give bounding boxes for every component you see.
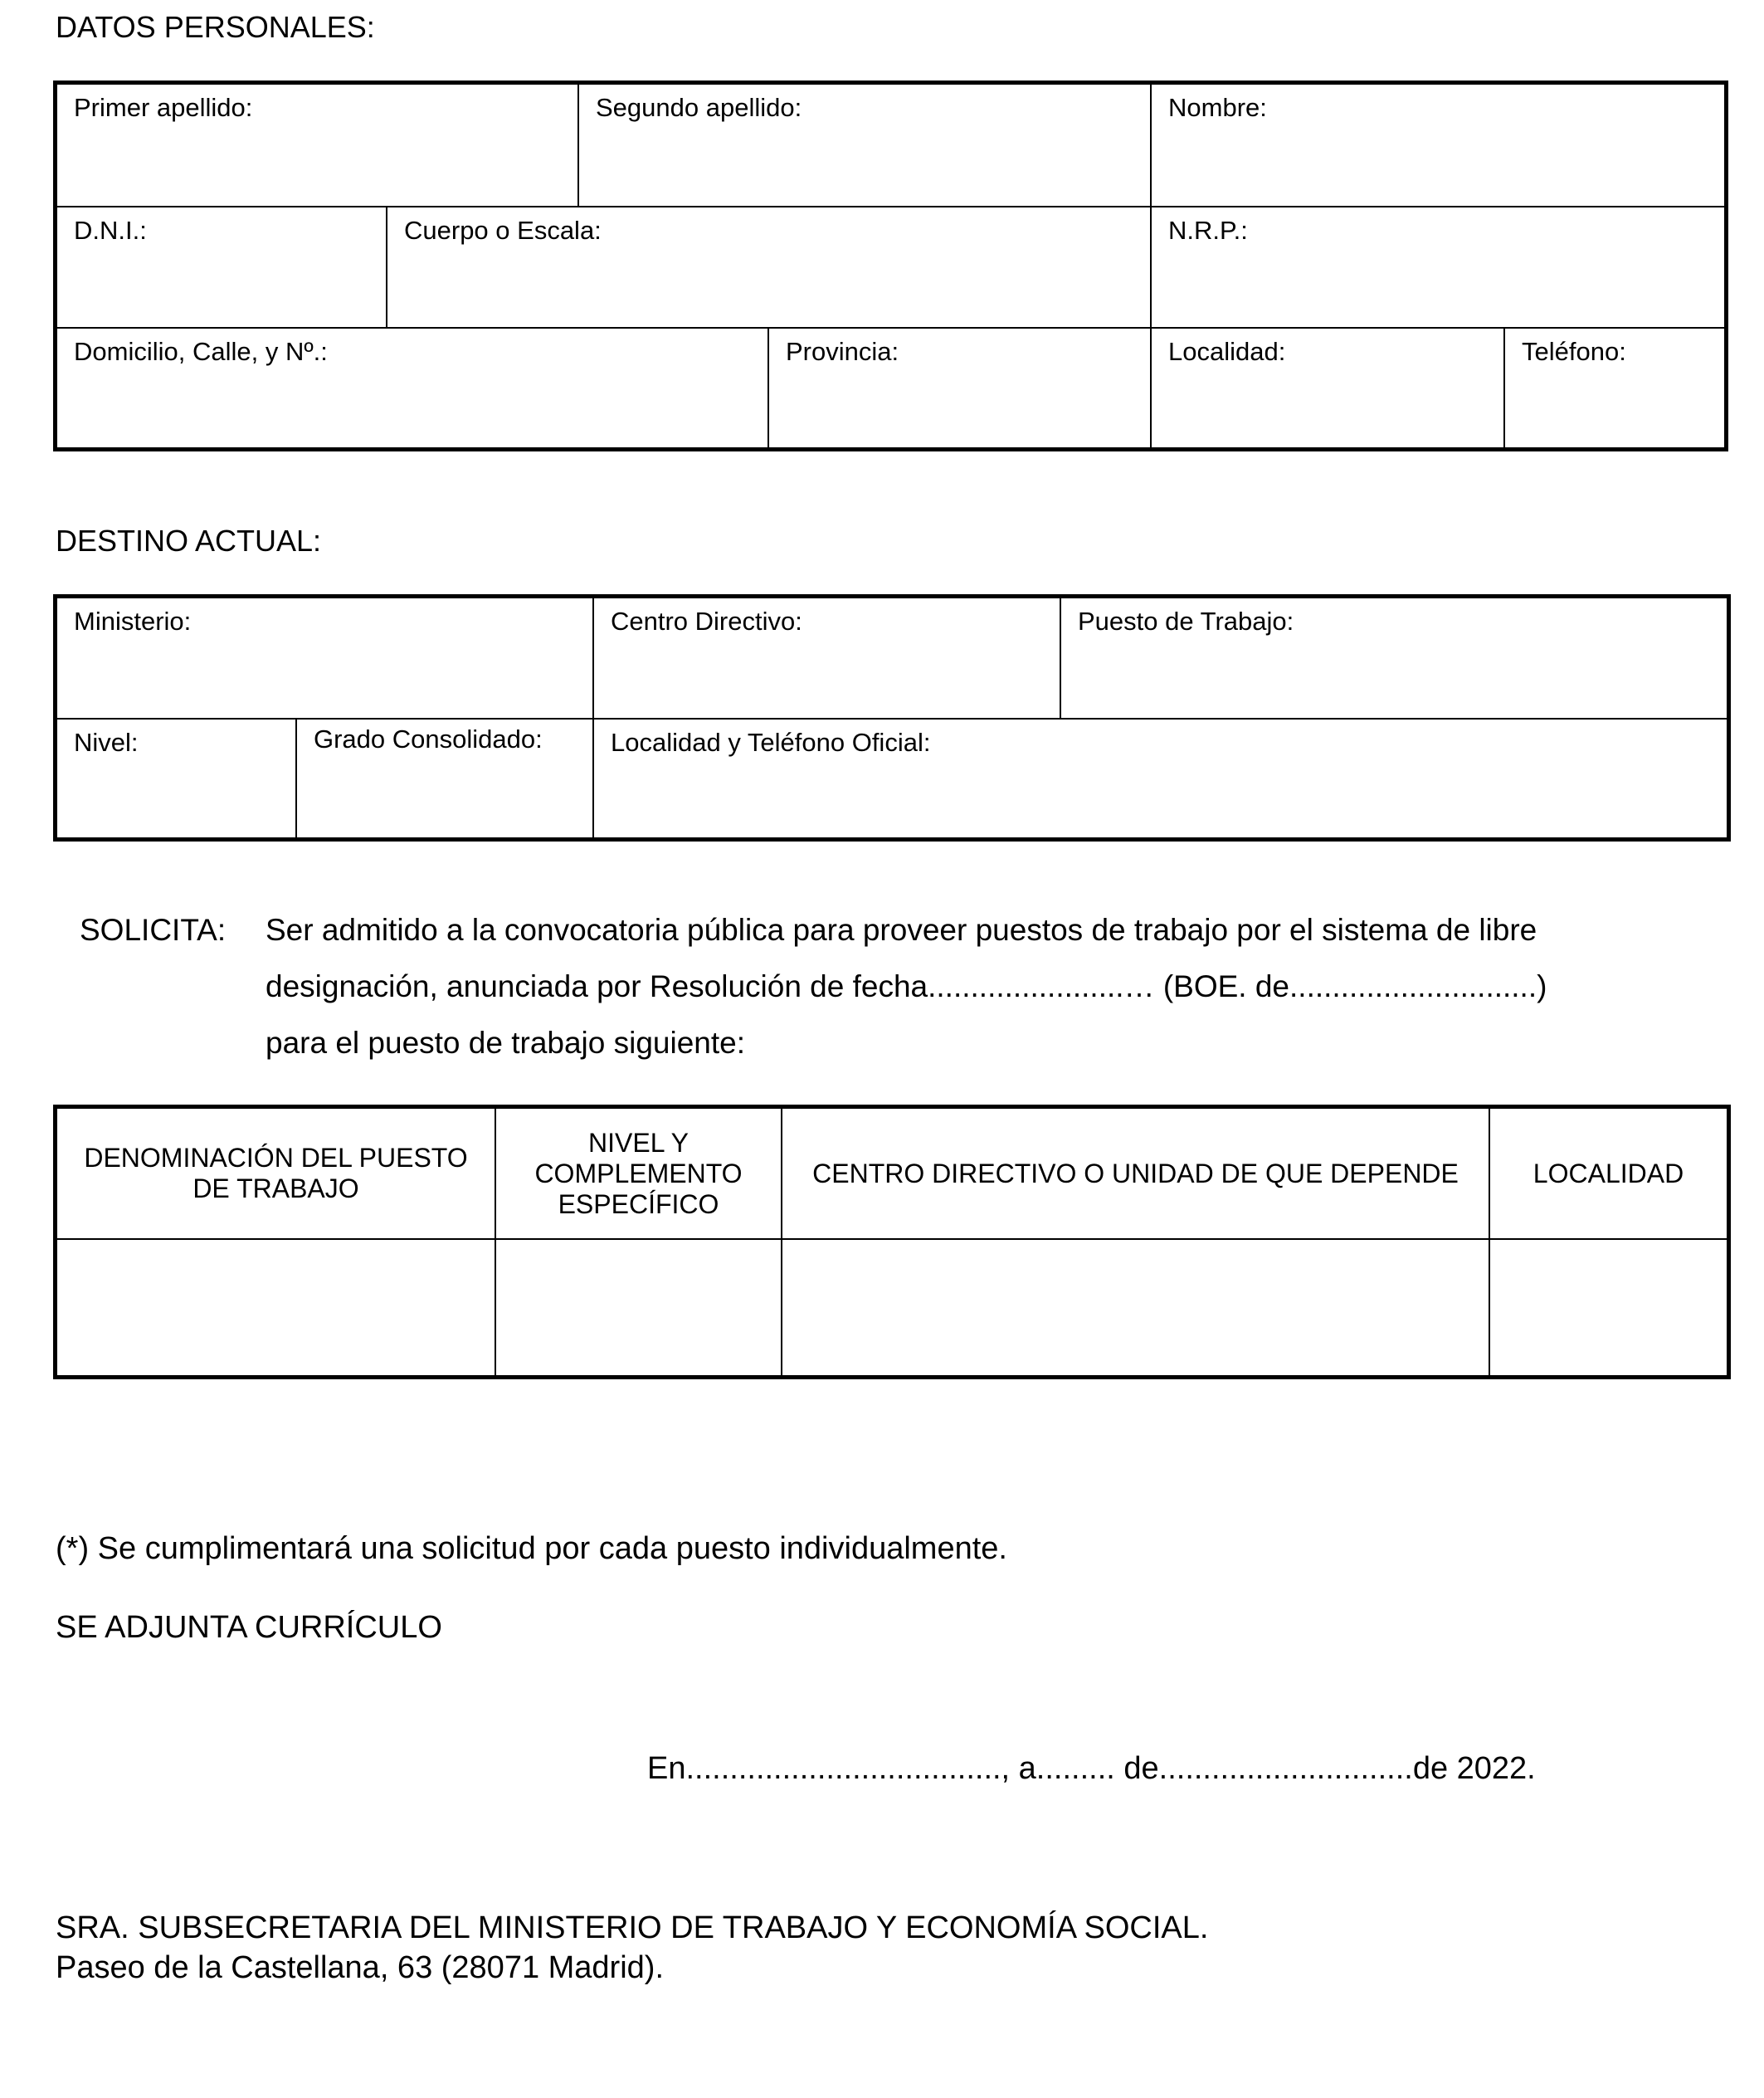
solicita-line-1: Ser admitido a la convocatoria pública para proveer puestos de trabajo por el sistema de libre	[266, 913, 1537, 947]
nivel-label: Nivel:	[74, 728, 139, 757]
puesto-trabajo-label: Puesto de Trabajo:	[1078, 607, 1294, 636]
localidad-telefono-label: Localidad y Teléfono Oficial:	[611, 728, 931, 757]
segundo-apellido-label: Segundo apellido:	[596, 93, 802, 122]
telefono-field[interactable]	[1505, 329, 1724, 447]
nrp-field[interactable]	[1152, 207, 1724, 327]
centro-directivo-input-cell[interactable]	[782, 1240, 1489, 1375]
provincia-label: Provincia:	[786, 337, 899, 366]
nombre-field[interactable]	[1152, 85, 1724, 206]
telefono-label: Teléfono:	[1522, 337, 1626, 366]
localidad-field[interactable]	[1152, 329, 1503, 447]
primer-apellido-field[interactable]	[57, 85, 577, 206]
header-centro-line: CENTRO DIRECTIVO O UNIDAD DE QUE DEPENDE	[812, 1158, 1459, 1188]
fecha-line: En...................................., a......... de.............................de 2022.	[647, 1751, 1536, 1786]
solicita-label: SOLICITA:	[80, 913, 227, 947]
ministerio-label: Ministerio:	[74, 607, 192, 636]
header-nivel-line: COMPLEMENTO	[534, 1158, 743, 1188]
denominacion-input-cell[interactable]	[57, 1240, 495, 1375]
datos-personales-table	[53, 81, 1728, 451]
cuerpo-escala-field[interactable]	[387, 207, 1150, 327]
domicilio-field[interactable]	[57, 329, 767, 447]
centro-directivo-label: Centro Directivo:	[611, 607, 802, 636]
datos-personales-title: DATOS PERSONALES:	[56, 10, 375, 44]
header-nivel-line: ESPECÍFICO	[558, 1188, 719, 1219]
header-nivel-complemento	[496, 1109, 781, 1238]
segundo-apellido-field[interactable]	[579, 85, 1150, 206]
header-localidad-line: LOCALIDAD	[1533, 1158, 1684, 1188]
header-denominacion	[57, 1109, 495, 1238]
header-nivel-line: NIVEL Y	[588, 1127, 689, 1158]
nrp-label: N.R.P.:	[1168, 216, 1248, 245]
cuerpo-escala-label: Cuerpo o Escala:	[404, 216, 602, 245]
nivel-field[interactable]	[57, 720, 295, 837]
primer-apellido-label: Primer apellido:	[74, 93, 253, 122]
dni-label: D.N.I.:	[74, 216, 147, 245]
grado-consolidado-field[interactable]	[297, 720, 592, 837]
grado-consolidado-label: Grado Consolidado:	[314, 725, 543, 754]
header-denominacion-line: DE TRABAJO	[192, 1173, 359, 1203]
centro-directivo-field[interactable]	[594, 598, 1060, 718]
destino-actual-table	[53, 594, 1731, 842]
adjunta-curriculo: SE ADJUNTA CURRÍCULO	[56, 1610, 442, 1645]
solicita-line-2: designación, anunciada por Resolución de fecha.......................… (BOE. de.............................)	[266, 969, 1547, 1003]
destinatario-line-2: Paseo de la Castellana, 63 (28071 Madrid).	[56, 1950, 665, 1985]
localidad-input-cell[interactable]	[1490, 1240, 1727, 1375]
destinatario-line-1: SRA. SUBSECRETARIA DEL MINISTERIO DE TRABAJO Y ECONOMÍA SOCIAL.	[56, 1910, 1209, 1945]
header-centro-directivo	[782, 1109, 1489, 1238]
solicita-line-3: para el puesto de trabajo siguiente:	[266, 1026, 746, 1060]
note-text: (*) Se cumplimentará una solicitud por cada puesto individualmente.	[56, 1531, 1007, 1566]
localidad-label: Localidad:	[1168, 337, 1286, 366]
puesto-trabajo-field[interactable]	[1061, 598, 1727, 718]
puesto-table	[53, 1105, 1731, 1379]
header-denominacion-line: DENOMINACIÓN DEL PUESTO	[84, 1143, 468, 1173]
nombre-label: Nombre:	[1168, 93, 1267, 122]
domicilio-label: Domicilio, Calle, y Nº.:	[74, 337, 328, 366]
ministerio-field[interactable]	[57, 598, 592, 718]
provincia-field[interactable]	[769, 329, 1150, 447]
dni-field[interactable]	[57, 207, 386, 327]
nivel-complemento-input-cell[interactable]	[496, 1240, 781, 1375]
localidad-telefono-field[interactable]	[594, 720, 1727, 837]
header-localidad	[1490, 1109, 1727, 1238]
destino-actual-title: DESTINO ACTUAL:	[56, 524, 322, 558]
